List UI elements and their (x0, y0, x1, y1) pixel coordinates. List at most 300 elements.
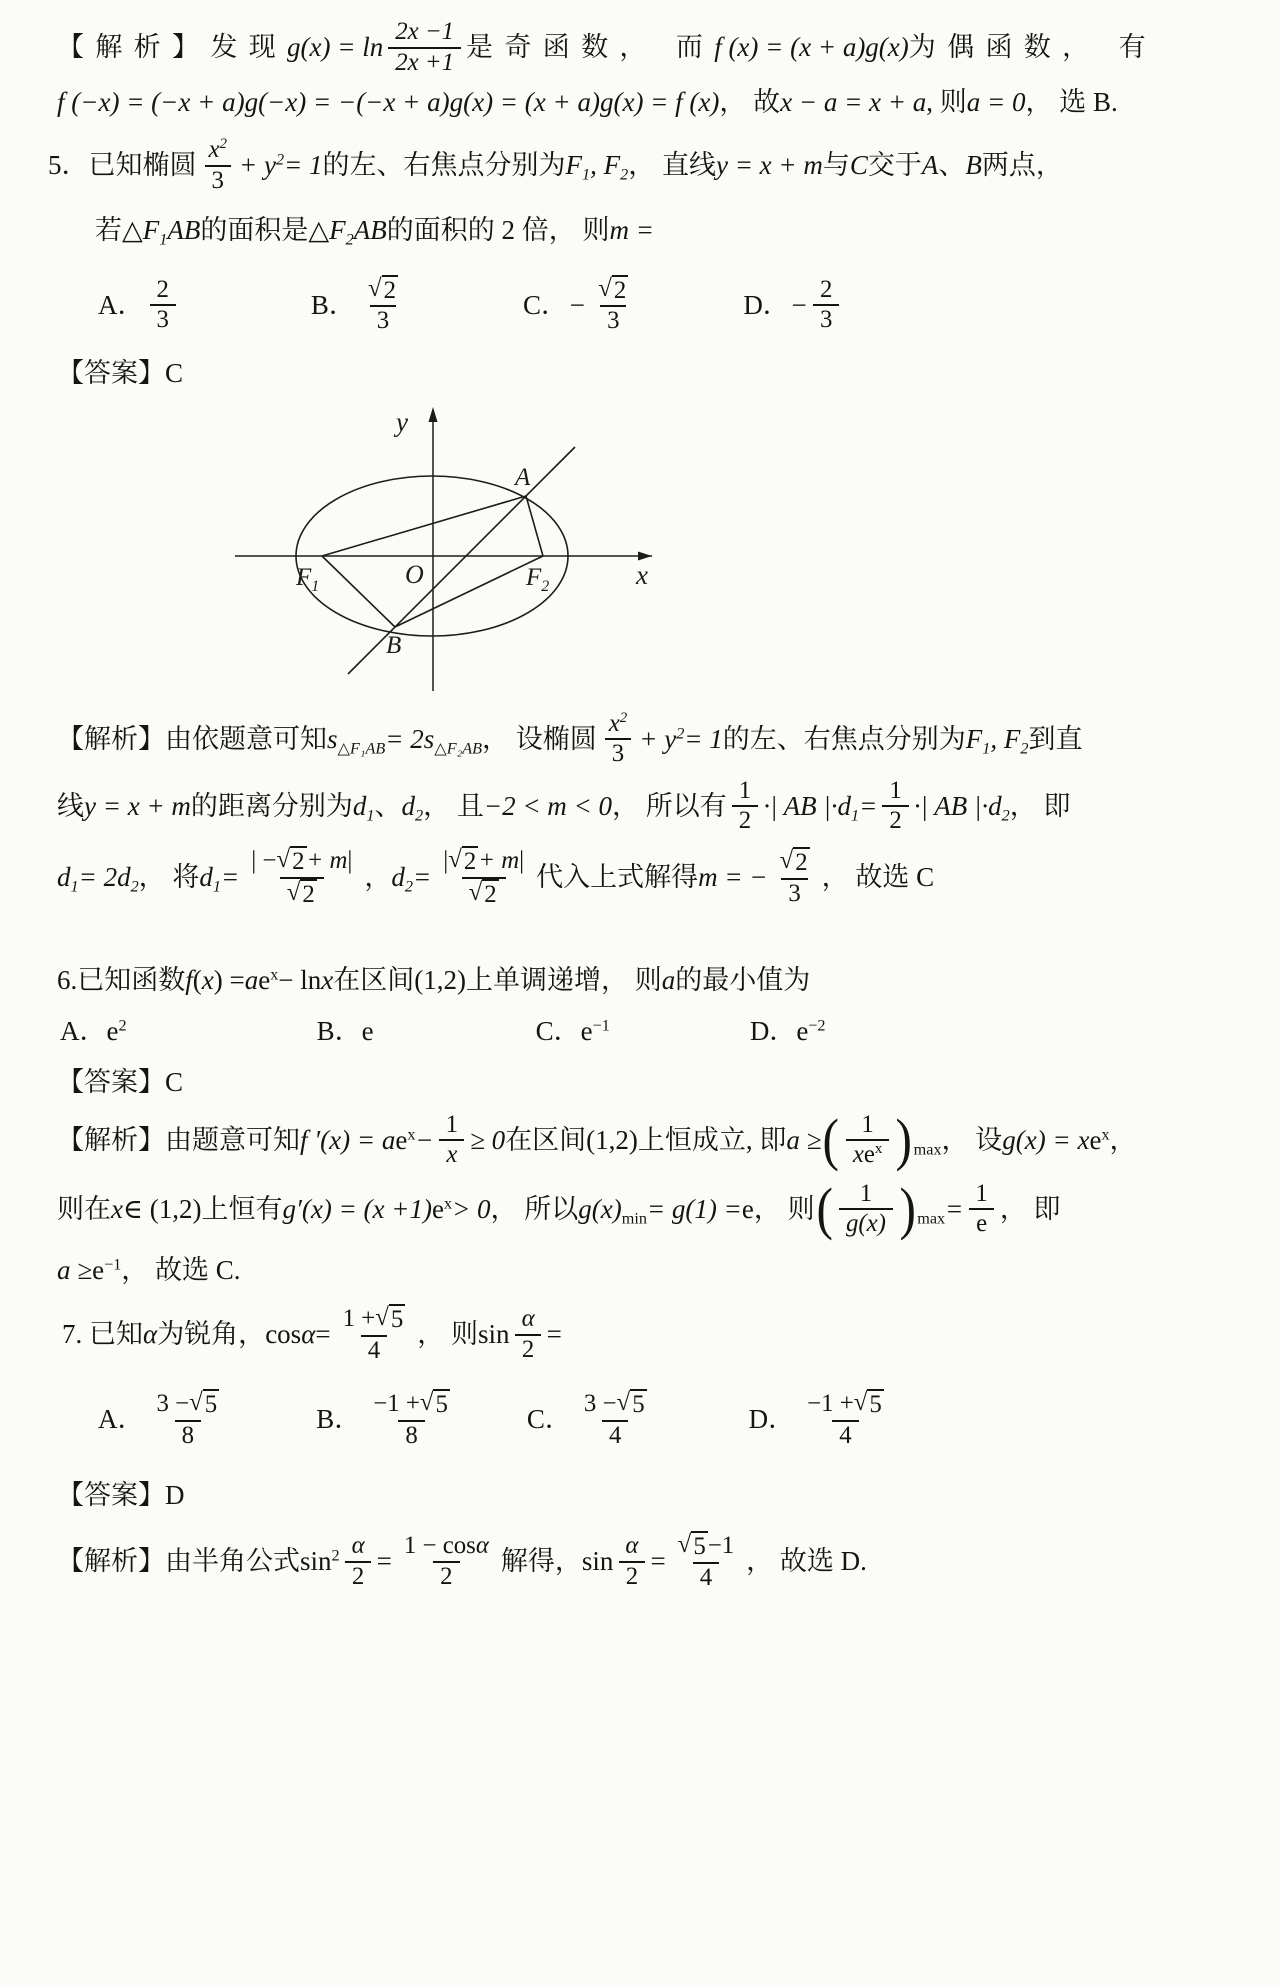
math-text: ( (192, 965, 202, 996)
radical-sign-icon: √ (616, 1389, 631, 1417)
fraction-denominator (781, 878, 807, 909)
math-text: ·| AB $|\cdot d_2$ (913, 790, 1010, 825)
math-text: −1 (707, 1532, 735, 1560)
math-text: = (376, 1546, 392, 1577)
fraction-denominator (388, 47, 461, 78)
fraction-numerator (388, 18, 461, 47)
square-root (368, 275, 398, 306)
fraction (345, 1532, 372, 1591)
subscript: 1 (582, 165, 591, 184)
q7-options (98, 1389, 1225, 1450)
cjk-text: 、 (374, 790, 402, 821)
cjk-text: A． (98, 1404, 145, 1435)
cjk-text: B． (310, 289, 356, 320)
fraction-denominator (882, 805, 908, 836)
cjk-text: 的距离分别为 (190, 790, 353, 821)
math-text: a = 0 (966, 87, 1026, 118)
q5-answer (57, 354, 1225, 393)
fraction (882, 777, 908, 836)
square-root (780, 847, 810, 878)
section-before-diagram (48, 18, 1225, 393)
math-text: 3 (788, 879, 801, 907)
math-text: x − a = x + a (780, 87, 927, 118)
spacer (659, 1419, 749, 1420)
cjk-text: 与 (822, 150, 850, 181)
math-text: $d_2$ (401, 790, 424, 825)
math-text: = (945, 1193, 964, 1224)
math-text: 1 + (342, 1304, 376, 1332)
cjk-text: D． (749, 1016, 797, 1047)
math-text: 2 (889, 807, 902, 835)
fraction-numerator (773, 847, 817, 878)
fraction-numerator (732, 777, 758, 806)
subscript: min (621, 1209, 647, 1228)
math-text: − ln (278, 965, 322, 996)
cjk-text: 7. 已知 (62, 1318, 143, 1349)
fraction (150, 276, 176, 335)
math-text: AB (353, 215, 387, 246)
math-text: ·| AB $|\cdot d_1$ (763, 790, 860, 825)
radicand (691, 1531, 707, 1562)
cjk-text: 上恒有 (201, 1193, 283, 1224)
cjk-text: 是奇函数， 而 (466, 31, 715, 62)
subscript: 2 (1001, 806, 1010, 825)
math-text: 3 (611, 740, 625, 768)
cjk-text: 的面积是 (200, 215, 309, 246)
spacer (181, 305, 311, 306)
cjk-text: C． (523, 289, 569, 320)
q4-analysis-line1 (57, 18, 1225, 77)
fraction-denominator (150, 304, 176, 335)
math-text (622, 1190, 647, 1229)
q4-analysis-line2 (57, 83, 1225, 122)
math-text: = (221, 862, 240, 893)
fraction (150, 1389, 227, 1450)
fraction (773, 847, 817, 908)
math-text: | (347, 847, 353, 875)
square-root (678, 1531, 708, 1562)
fraction (439, 1111, 465, 1170)
superscript: x (443, 1193, 453, 1212)
fraction-denominator (280, 877, 324, 910)
radical-sign-icon: √ (598, 274, 612, 302)
cjk-text: ， 设椭圆 (482, 723, 597, 754)
radicand (482, 879, 498, 910)
fraction-numerator (436, 846, 531, 877)
radical-sign-icon: √ (375, 1303, 389, 1331)
cjk-text: ， 即 (999, 1193, 1061, 1224)
cjk-text: ， 故选 C. (121, 1254, 241, 1285)
radical-sign-icon: √ (448, 846, 462, 874)
q5-statement-line1 (48, 136, 1225, 195)
math-text: sin (581, 1546, 614, 1577)
math-text: 1 − cos (403, 1532, 476, 1560)
math-text: $e^x$ (258, 965, 279, 996)
math-text: $d_1$ (352, 790, 375, 825)
math-text: 2 (795, 849, 808, 877)
fraction (846, 1111, 890, 1170)
radical-sign-icon: √ (677, 1531, 692, 1559)
cjk-text: 6.已知函数 (57, 965, 186, 996)
fraction-numerator (591, 275, 635, 306)
math-text: − (568, 289, 587, 320)
math-text: 2 (484, 880, 497, 908)
fraction-numerator (336, 1304, 413, 1335)
fraction-numerator (671, 1531, 741, 1562)
radicand (203, 1389, 219, 1420)
cjk-text: 【解析】发现 (57, 31, 288, 62)
math-text: 5 (869, 1391, 882, 1419)
fraction (397, 1532, 496, 1591)
math-text: 5 (204, 1391, 218, 1419)
fraction-denominator (846, 1139, 890, 1170)
focus1-label (295, 564, 319, 595)
math-text: 5 (435, 1391, 448, 1419)
fraction-denominator (602, 1420, 628, 1451)
math-text: f (x) = (x + a)g(x) (714, 31, 909, 62)
cjk-text: 【答案】D (57, 1480, 185, 1511)
math-text: − (789, 289, 809, 320)
math-text: $\sin^2$ (300, 1546, 340, 1577)
cjk-text: 【解析】由依题意可知 (57, 723, 327, 754)
cjk-text: 、 (938, 150, 966, 181)
cjk-text: ， 故选 C (821, 862, 935, 893)
spacer (640, 305, 743, 306)
math-text: 2 (613, 276, 627, 304)
math-text: $e^{-2}$ (796, 1016, 826, 1047)
math-text: 5 (390, 1305, 404, 1333)
fraction-denominator (732, 805, 758, 836)
square-root (854, 1389, 884, 1420)
fraction-numerator (618, 1532, 645, 1561)
subscript: 1 (70, 877, 79, 896)
math-text: = (315, 1318, 331, 1349)
cjk-text: ， (364, 862, 392, 893)
cjk-text: 的面积的 2 倍， 则 (386, 215, 610, 246)
math-text: 2 (383, 276, 396, 304)
cjk-text: 代入上式解得 (536, 862, 699, 893)
math-text: (1,2) (586, 1124, 638, 1155)
fraction (839, 1180, 893, 1239)
superscript: x (270, 965, 279, 984)
spacer (462, 1419, 527, 1420)
cjk-text: ， 选 B. (1025, 87, 1118, 118)
superscript: −2 (808, 1016, 826, 1035)
math-text: m = (609, 215, 654, 246)
fraction-numerator (968, 1180, 994, 1209)
cjk-text: ， 直线 (628, 150, 716, 181)
radicand (793, 847, 809, 878)
math-text: 1 (859, 1179, 873, 1207)
q6-analysis-line1: 【解析】由题意可知 f ′(x) = a $e^x$ − $\frac{1}{x}$ ≥ 0 在区间 (1,2) 上恒成立, 即 a ≥ ( 1 x $e^x$ ) $_{max}$ ， 设 g(x) = x $e^x$ ， (57, 1107, 1137, 1173)
fraction-numerator (602, 710, 634, 739)
math-text: x (321, 965, 334, 996)
math-text: 1 (445, 1110, 459, 1138)
math-text: sin (478, 1318, 510, 1349)
subscript: 2 (345, 231, 354, 250)
math-text: g(x) (845, 1210, 886, 1238)
math-text: $e^{-1}$ (92, 1254, 122, 1285)
math-text: 4 (367, 1336, 381, 1364)
math-text: 2 (351, 1562, 365, 1590)
fraction (336, 1304, 413, 1365)
cjk-text: A． (98, 289, 145, 320)
math-text: 5 (693, 1533, 706, 1561)
radicand (433, 1389, 449, 1420)
math-text: 3 (376, 307, 390, 335)
fraction-numerator (202, 136, 234, 165)
cjk-text: ， 则 (753, 1193, 815, 1224)
math-text: = $2d_2$ (78, 862, 139, 896)
fraction-numerator (361, 275, 405, 306)
cjk-text: 上单调递增， 则 (466, 965, 662, 996)
math-text: > 0 (452, 1193, 491, 1224)
math-text: α (301, 1318, 316, 1349)
q6-answer (57, 1063, 1225, 1102)
fraction-denominator (515, 1334, 541, 1365)
cjk-text: 到直 (1028, 723, 1083, 754)
subscript: 1 (851, 806, 860, 825)
square-root (276, 846, 306, 877)
math-text: e (741, 1193, 754, 1224)
subscript: 2 (415, 806, 424, 825)
math-text: 2 (738, 807, 752, 835)
cjk-text: 【解析】由题意可知 (57, 1124, 300, 1155)
subscript: 1 (982, 739, 991, 758)
square-root (420, 1389, 450, 1420)
radical-sign-icon: √ (853, 1389, 868, 1417)
subscript: max (917, 1209, 946, 1228)
cjk-text: 5．已知椭圆 (48, 150, 197, 181)
fraction-denominator (205, 165, 231, 196)
subscript: 2 (404, 877, 413, 896)
math-text: −2 < m < 0 (483, 790, 613, 821)
math-text: = (412, 862, 432, 893)
fraction (361, 275, 405, 336)
cjk-text: ， 则 (417, 1318, 479, 1349)
math-text (917, 1190, 945, 1229)
math-text: $e^x$ (431, 1193, 453, 1224)
square-root (617, 1389, 647, 1420)
math-text: | (519, 847, 525, 875)
fraction-numerator (577, 1389, 654, 1420)
radicand (867, 1389, 883, 1420)
ellipse-diagram-svg (200, 399, 670, 699)
cjk-text: D． (748, 1404, 796, 1435)
fraction-denominator (462, 877, 506, 910)
math-text: $d_1$ (199, 862, 222, 896)
radicand (462, 846, 478, 877)
math-text: −1 + (373, 1390, 420, 1418)
math-text: AB (167, 215, 201, 246)
math-text: B (965, 150, 982, 181)
subscript: 2 (620, 165, 629, 184)
math-text: a ≥ (786, 1124, 822, 1155)
math-text: 1 (738, 776, 752, 804)
radicand (389, 1304, 405, 1335)
fraction (800, 1389, 891, 1450)
cjk-text: A． (60, 1016, 107, 1047)
math-text: x (852, 1141, 864, 1169)
subscript: 2 (1020, 739, 1029, 758)
fraction (591, 275, 635, 336)
math-text: x (446, 1141, 458, 1169)
math-text: α (475, 1532, 489, 1560)
math-text: g(x) = ln (287, 31, 384, 62)
math-text: = $2s_{\triangle F_2AB}$ (385, 723, 482, 758)
fraction (671, 1531, 741, 1592)
math-text: 2 (292, 848, 305, 876)
math-text: α (625, 1532, 639, 1560)
math-text: α (521, 1304, 535, 1332)
fraction-denominator (370, 305, 396, 336)
math-text: $e^x$ (395, 1124, 416, 1155)
cjk-text: 线 (57, 790, 84, 821)
y-axis-arrow (429, 407, 438, 422)
math-text: A (921, 150, 939, 181)
y-axis-label: y (396, 406, 408, 437)
math-text: $e^x$ (863, 1141, 883, 1169)
ellipse-figure (200, 399, 1225, 704)
math-text: g(x) = x (1002, 1124, 1090, 1155)
superscript: 2 (275, 150, 285, 169)
math-text: , $F_2$ (590, 150, 629, 184)
fraction-denominator (398, 1420, 424, 1451)
math-text: ∈ (1,2) (122, 1193, 202, 1224)
superscript: 2 (619, 709, 628, 726)
cjk-text: C． (526, 1404, 572, 1435)
cjk-text: D． (743, 289, 790, 320)
math-text: f ′(x) = a (300, 1124, 396, 1155)
fraction-numerator (882, 777, 908, 806)
origin-label: O (405, 559, 424, 589)
math-text: $s_{\triangle F_1AB}$ (327, 723, 386, 758)
cjk-text: ， 即 (1009, 790, 1071, 821)
q6-options (60, 1012, 1225, 1051)
cjk-text: 上恒成立, 即 (637, 1124, 787, 1155)
math-text: = (546, 1318, 562, 1349)
cjk-text: 解得， (500, 1546, 582, 1577)
superscript: x (407, 1124, 416, 1143)
math-text: , $F_2$ (990, 723, 1029, 758)
fraction (577, 1389, 654, 1450)
math-text: x (111, 1193, 123, 1224)
math-text: = 1 (684, 723, 723, 754)
cjk-text: 为偶函数， 有 (908, 31, 1157, 62)
math-text: 3 (211, 166, 224, 194)
fraction-denominator (969, 1208, 994, 1239)
subscript: △F₂AB (434, 739, 482, 758)
math-text: y = x + m (84, 790, 191, 821)
superscript: 2 (219, 136, 227, 153)
fraction-denominator (693, 1562, 719, 1593)
math-text: 2x −1 (395, 18, 455, 45)
math-text: e (361, 1016, 374, 1047)
spacer (374, 1031, 536, 1032)
q5-analysis-line1 (57, 710, 1225, 769)
cjk-text: , 则 (926, 87, 967, 118)
cjk-text: ， 设 (941, 1124, 1003, 1155)
radical-sign-icon: √ (276, 846, 291, 874)
math-text: $\triangle F_2$ (308, 215, 354, 250)
cjk-text: ， 所以有 (612, 790, 727, 821)
superscript: x (1101, 1124, 1110, 1143)
math-text: 5 (632, 1391, 645, 1419)
fraction-numerator (150, 276, 176, 305)
math-text: $d_1$ (57, 862, 79, 896)
radical-sign-icon: √ (419, 1389, 434, 1417)
fraction-denominator (600, 305, 626, 336)
math-text: y = x + m (715, 150, 823, 181)
point-b-label: B (386, 631, 402, 659)
math-text: ) = (213, 965, 245, 996)
superscript: −1 (104, 1255, 122, 1274)
fraction-denominator (619, 1561, 645, 1592)
radicand (382, 275, 398, 306)
fraction-numerator (397, 1532, 496, 1561)
subscript: 1 (366, 806, 375, 825)
q7-analysis (57, 1531, 1225, 1592)
math-text: = g(1) = (646, 1193, 742, 1224)
math-text: −1 + (807, 1390, 854, 1418)
cjk-text: 【解析】由半角公式 (57, 1546, 300, 1577)
cjk-text: B． (316, 1404, 362, 1435)
radical-sign-icon: √ (468, 878, 483, 906)
math-text: 2 (440, 1562, 453, 1590)
radicand (300, 879, 316, 910)
x-axis-label: x (636, 559, 648, 590)
square-root (375, 1304, 405, 1335)
math-text: $e^{-1}$ (580, 1016, 610, 1047)
math-text: $\triangle F_1$ (122, 215, 168, 250)
math-text: cos (265, 1318, 302, 1349)
fraction (618, 1532, 645, 1591)
math-text: $x^2$ (208, 136, 227, 164)
q5-analysis-line3 (57, 846, 1225, 909)
subscript: 2 (130, 877, 139, 896)
math-text: a (661, 965, 676, 996)
q5-options (98, 275, 1225, 336)
math-text: 3 − (583, 1390, 617, 1418)
superscript: 2 (676, 724, 685, 743)
q6-analysis-line2: 则在 x ∈ (1,2) 上恒有 g′(x) = (x +1) $e^x$ > 0 ， 所以 g(x) $_{min}$ = g(1) = e ， 则 ( $\frac{1}{g(x)}$ ) $_{max}$ = $\frac{1}{e}$ ， 即 (57, 1176, 1061, 1242)
math-text (914, 1121, 942, 1160)
math-text: + m (306, 847, 348, 875)
fraction-numerator (853, 1180, 879, 1209)
segment-f1-b (322, 556, 395, 627)
fraction-denominator (361, 1335, 387, 1366)
subscript: max (913, 1140, 942, 1159)
fraction-numerator (515, 1305, 542, 1334)
spacer (127, 1031, 317, 1032)
square-root (469, 879, 499, 910)
math-text: 3 (156, 306, 169, 334)
radicand (630, 1389, 646, 1420)
math-text: g(x) (578, 1193, 622, 1224)
superscript: 2 (331, 1546, 340, 1565)
math-text: 4 (609, 1421, 622, 1449)
math-text: e (976, 1210, 988, 1238)
fraction-numerator (800, 1389, 891, 1420)
math-text: + m (478, 847, 520, 875)
fraction-numerator (345, 1532, 372, 1561)
cjk-text: C． (535, 1016, 581, 1047)
math-text: 3 − (156, 1390, 190, 1418)
fraction (515, 1305, 542, 1364)
math-text: α (143, 1318, 158, 1349)
math-text: 2 (156, 275, 169, 303)
focus1-subscript: 1 (311, 577, 320, 595)
